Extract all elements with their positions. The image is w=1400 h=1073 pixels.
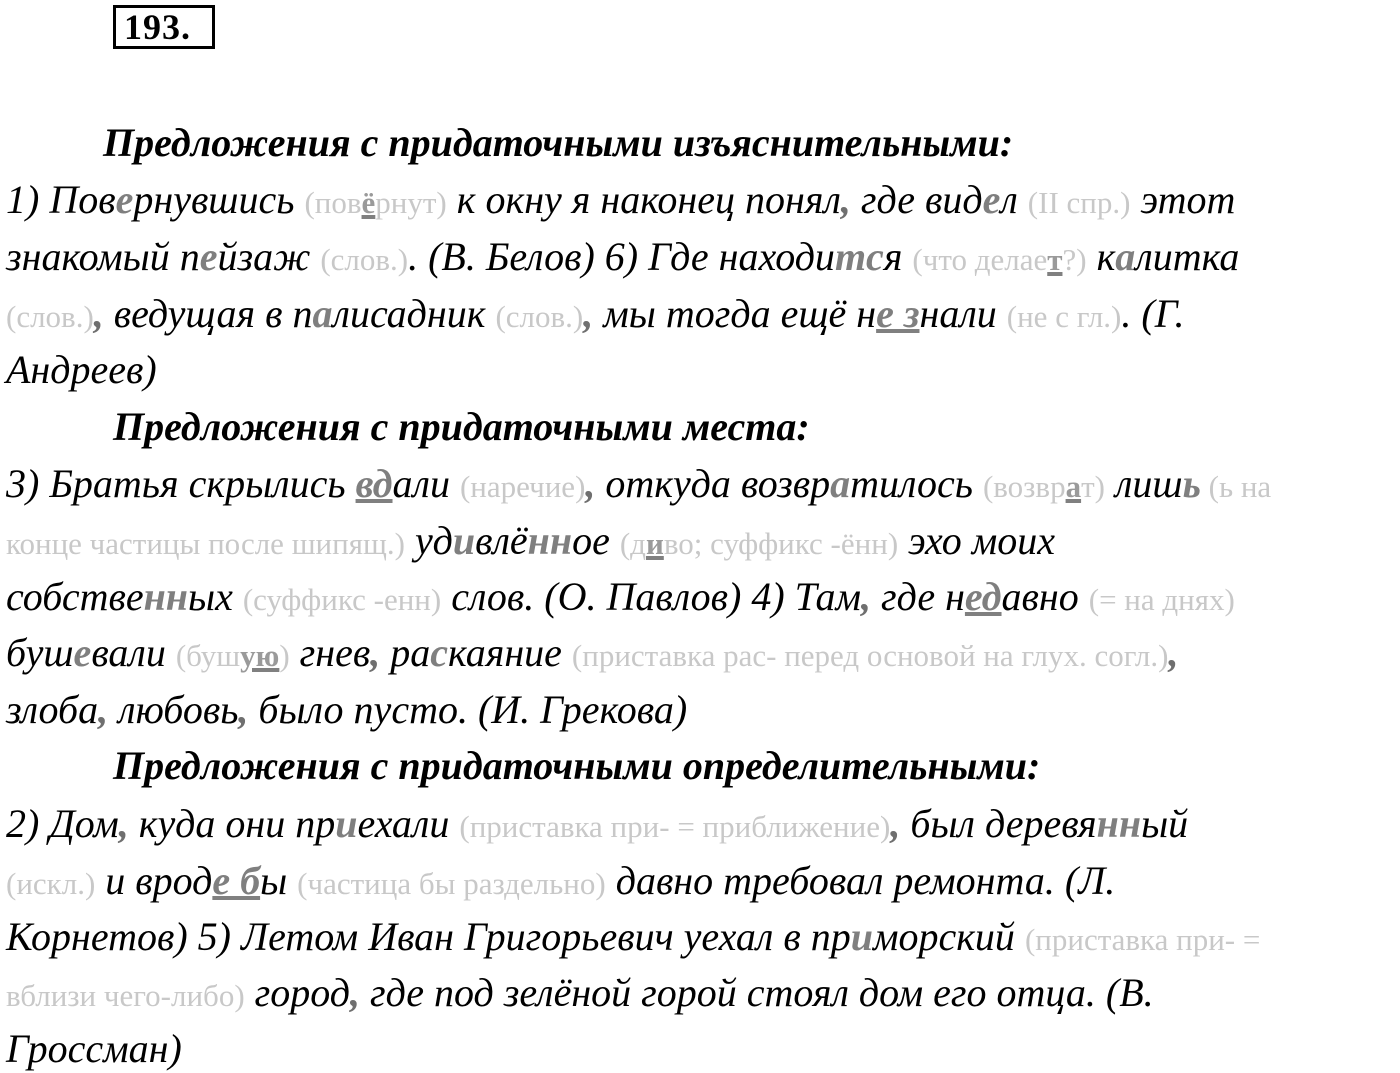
text-line-12: Корнетов) 5) Летом Иван Григорьевич уехал в приморский (приставка при- = — [6, 914, 1261, 959]
exercise-number: 193. — [113, 5, 215, 49]
heading-attributive: Предложения с придаточными определительными: — [113, 743, 1041, 788]
text-line-7: собственных (суффикс -енн) слов. (О. Павлов) 4) Там, где недавно (= на днях) — [6, 574, 1235, 619]
text-line-4: Андреев) — [6, 347, 157, 392]
text-line-8: бушевали (бушую) гнев, раскаяние (приставка рас- перед основой на глух. согл.), — [6, 630, 1179, 675]
heading-place: Предложения с придаточными места: — [113, 404, 810, 449]
text-line-9: злоба, любовь, было пусто. (И. Грекова) — [6, 687, 688, 732]
text-line-13: вблизи чего-либо) город, где под зелёной горой стоял дом его отца. (В. — [6, 970, 1154, 1015]
text-line-1: 1) Повернувшись (повёрнут) к окну я наконец понял, где видел (II спр.) этот — [6, 177, 1236, 222]
text-line-6: конце частицы после шипящ.) удивлённое (диво; суффикс -ённ) эхо моих — [6, 518, 1056, 563]
text-line-11: (искл.) и вроде бы (частица бы раздельно) давно требовал ремонта. (Л. — [6, 858, 1116, 903]
heading-explanatory: Предложения с придаточными изъяснительными: — [103, 120, 1014, 165]
text-line-2: знакомый пейзаж (слов.). (В. Белов) 6) Где находится (что делает?) калитка — [6, 234, 1240, 279]
text-line-5: 3) Братья скрылись вдали (наречие), откуда возвратилось (возврат) лишь (ь на — [6, 461, 1272, 506]
text-line-3: (слов.), ведущая в палисадник (слов.), мы тогда ещё не знали (не с гл.). (Г. — [6, 291, 1185, 336]
text-line-14: Гроссман) — [6, 1026, 182, 1071]
text-line-10: 2) Дом, куда они приехали (приставка при- = приближение), был деревянный — [6, 801, 1189, 846]
